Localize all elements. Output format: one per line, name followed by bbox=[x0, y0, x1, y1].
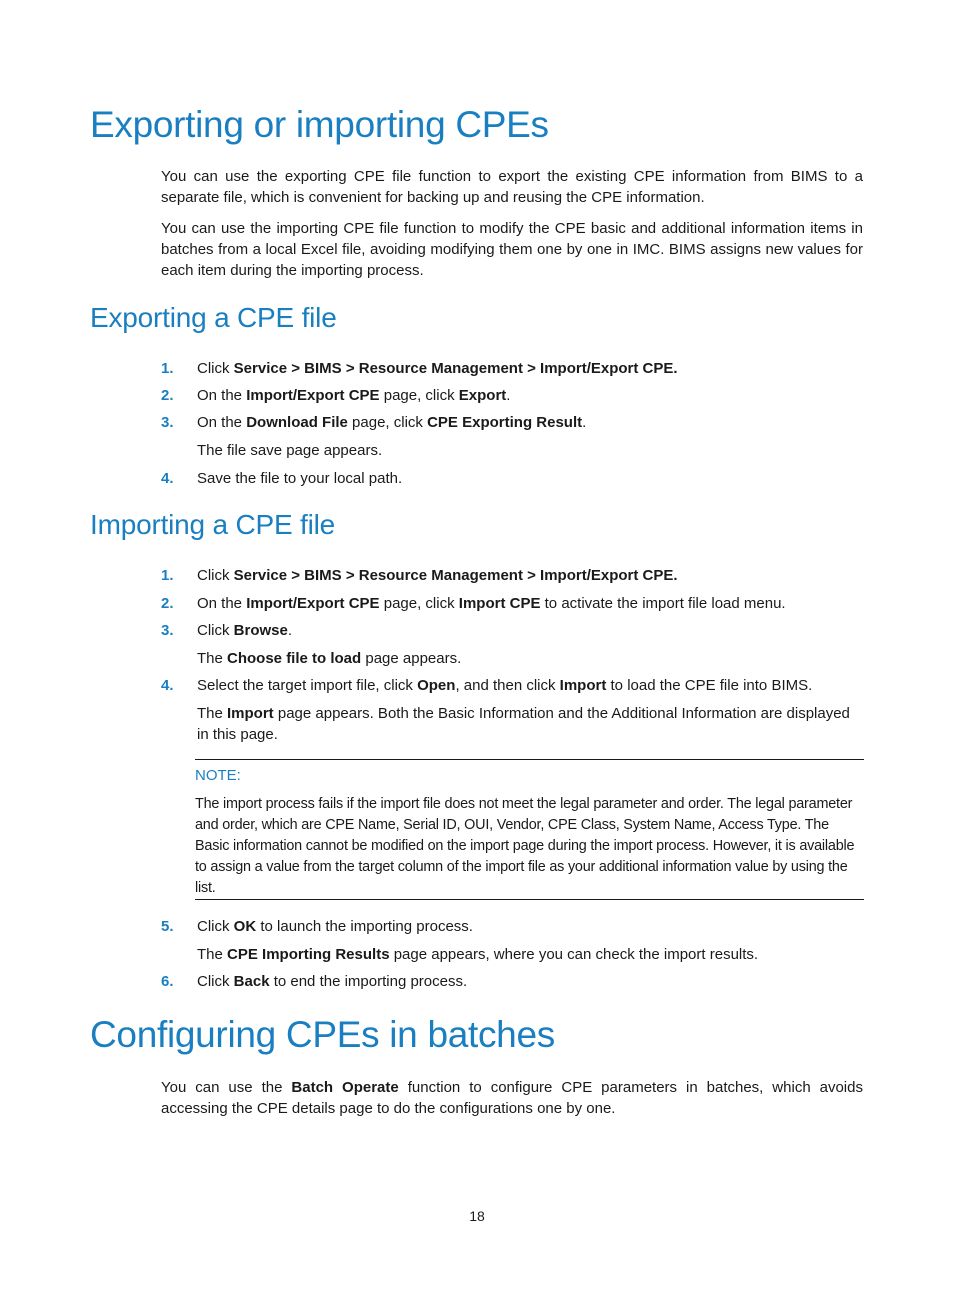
step-text: Click Browse. bbox=[197, 622, 293, 639]
step-text: On the Import/Export CPE page, click Import CPE to activate the import file load menu. bbox=[197, 595, 786, 612]
page-number: 18 bbox=[469, 1208, 485, 1224]
step-text: Click OK to launch the importing process. bbox=[197, 918, 473, 935]
intro-paragraph-export: You can use the exporting CPE file function to export the existing CPE information from BIMS to a separate file, which is convenient for backing up and reusing the CPE information. bbox=[161, 168, 863, 206]
heading-importing-a-cpe-file: Importing a CPE file bbox=[90, 509, 335, 540]
step-number: 4. bbox=[161, 677, 174, 694]
heading-exporting-a-cpe-file: Exporting a CPE file bbox=[90, 302, 337, 333]
step-text: Save the file to your local path. bbox=[197, 470, 403, 487]
step-number: 3. bbox=[161, 622, 174, 639]
heading-exporting-or-importing-cpes: Exporting or importing CPEs bbox=[90, 104, 549, 145]
step-text: Select the target import file, click Open, and then click Import to load the CPE file into BIMS. bbox=[197, 677, 813, 694]
step-number: 2. bbox=[161, 595, 174, 612]
step-number: 6. bbox=[161, 973, 174, 990]
step-text: Click Back to end the importing process. bbox=[197, 973, 468, 990]
import-step-5-result: The CPE Importing Results page appears, where you can check the import results. bbox=[197, 946, 759, 963]
step-number: 4. bbox=[161, 470, 174, 487]
batch-paragraph: You can use the Batch Operate function to configure CPE parameters in batches, which avoids accessing the CPE details page to do the configurations one by one. bbox=[161, 1079, 863, 1117]
note-bottom-rule bbox=[195, 899, 864, 900]
step-number: 3. bbox=[161, 414, 174, 431]
step-number: 5. bbox=[161, 918, 174, 935]
intro-paragraph-import: You can use the importing CPE file function to modify the CPE basic and additional information items in batches from a local Excel file, avoiding modifying them one by one in IMC. BIMS assigns new values for each item during the importing process. bbox=[161, 220, 863, 279]
step-number: 1. bbox=[161, 360, 174, 377]
note-body: The import process fails if the import file does not meet the legal parameter and order. The legal parameter and order, which are CPE Name, Serial ID, OUI, Vendor, CPE Class, System Name, Access Type. The Basic information cannot be modified on the import page during the import process. However, it is available to assign a value from the target column of the import file as your additional information value by using the list. bbox=[195, 796, 855, 896]
note-top-rule bbox=[195, 759, 864, 760]
export-step-3-result: The file save page appears. bbox=[197, 442, 383, 459]
step-number: 2. bbox=[161, 387, 174, 404]
import-step-4-result: The Import page appears. Both the Basic Information and the Additional Information are displayed in this page. bbox=[197, 705, 850, 743]
import-step-3-result: The Choose file to load page appears. bbox=[197, 650, 462, 667]
heading-configuring-cpes-in-batches: Configuring CPEs in batches bbox=[90, 1014, 555, 1055]
step-text: On the Download File page, click CPE Exporting Result. bbox=[197, 414, 587, 431]
step-text: Click Service > BIMS > Resource Management > Import/Export CPE. bbox=[197, 567, 678, 584]
note-label: NOTE: bbox=[195, 767, 241, 784]
step-text: On the Import/Export CPE page, click Export. bbox=[197, 387, 511, 404]
step-number: 1. bbox=[161, 567, 174, 584]
step-text: Click Service > BIMS > Resource Management > Import/Export CPE. bbox=[197, 360, 678, 377]
